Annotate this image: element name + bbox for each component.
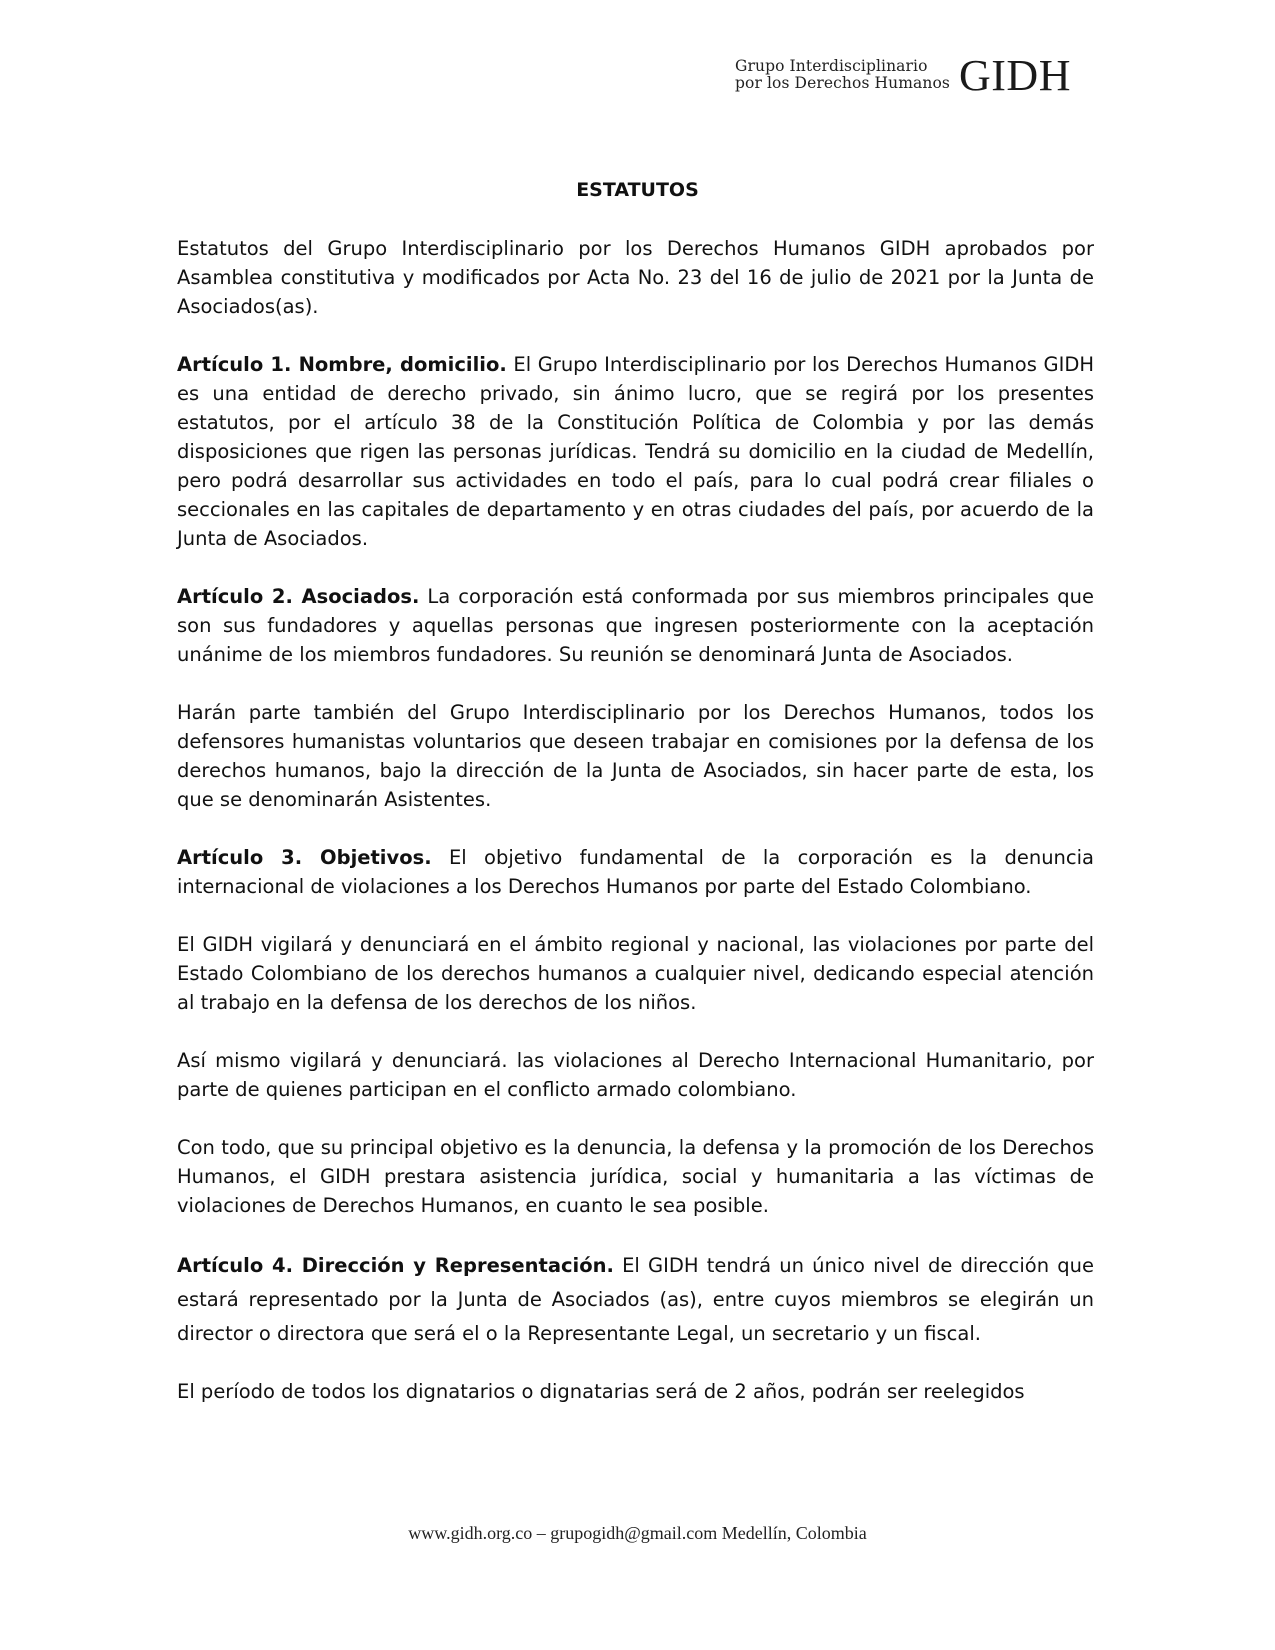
article-3-paragraph-2: El GIDH vigilará y denunciará en el ámbito regional y nacional, las violaciones por parte del Estado Colombiano de los derechos humanos a cualquier nivel, dedicando especial atención al trabajo en la defensa de los derechos de los niños. <box>177 933 1094 1014</box>
logo-mark: GIDH <box>959 51 1071 100</box>
article-3-text: El objetivo fundamental de la corporación es la denuncia internacional de violaciones a los Derechos Humanos por parte del Estado Colombiano. <box>177 846 1094 898</box>
article-4 <box>177 1249 1094 1351</box>
article-2-heading: Artículo 2. Asociados. <box>177 585 420 608</box>
document-title: ESTATUTOS <box>576 179 699 201</box>
logo-line-1: Grupo Interdisciplinario <box>735 57 928 75</box>
logo-line-2: por los Derechos Humanos <box>735 74 950 92</box>
article-4-paragraph-2: El período de todos los dignatarios o dignatarias será de 2 años, podrán ser reelegidos <box>177 1380 1025 1403</box>
article-1-heading: Artículo 1. Nombre, domicilio. <box>177 353 507 376</box>
intro-paragraph: Estatutos del Grupo Interdisciplinario por los Derechos Humanos GIDH aprobados por Asamblea constitutiva y modificados por Acta No. 23 del 16 de julio de 2021 por la Junta de Asociados(as). <box>177 237 1094 318</box>
logo-text <box>735 58 950 92</box>
article-3 <box>177 843 1094 901</box>
article-4-text: El GIDH tendrá un único nivel de dirección que estará representado por la Junta de Asociados (as), entre cuyos miembros se elegirán un director o directora que será el o la Representante Legal, un secretario y un fiscal. <box>177 1254 1094 1345</box>
article-1 <box>177 350 1094 553</box>
article-3-paragraph-4: Con todo, que su principal objetivo es la denuncia, la defensa y la promoción de los Derechos Humanos, el GIDH prestara asistencia jurídica, social y humanitaria a las víctimas de violaciones de Derechos Humanos, en cuanto le sea posible. <box>177 1136 1094 1217</box>
article-4-heading: Artículo 4. Dirección y Representación. <box>177 1254 614 1277</box>
document-body <box>177 234 1094 1435</box>
article-2 <box>177 582 1094 669</box>
article-3-heading: Artículo 3. Objetivos. <box>177 846 432 869</box>
page-footer: www.gidh.org.co – grupogidh@gmail.com Medellín, Colombia <box>408 1523 867 1543</box>
article-1-text: El Grupo Interdisciplinario por los Derechos Humanos GIDH es una entidad de derecho privado, sin ánimo lucro, que se regirá por los presentes estatutos, por el artículo 38 de la Constitución Política de Colombia y por las demás disposiciones que rigen las personas jurídicas. Tendrá su domicilio en la ciudad de Medellín, pero podrá desarrollar sus actividades en todo el país, para lo cual podrá crear filiales o seccionales en las capitales de departamento y en otras ciudades del país, por acuerdo de la Junta de Asociados. <box>177 353 1094 550</box>
article-2-paragraph-2: Harán parte también del Grupo Interdisciplinario por los Derechos Humanos, todos los defensores humanistas voluntarios que deseen trabajar en comisiones por la defensa de los derechos humanos, bajo la dirección de la Junta de Asociados, sin hacer parte de esta, los que se denominarán Asistentes. <box>177 701 1094 811</box>
article-3-paragraph-3: Así mismo vigilará y denunciará. las violaciones al Derecho Internacional Humanitario, por parte de quienes participan en el conflicto armado colombiano. <box>177 1049 1094 1101</box>
organization-logo <box>735 52 1095 102</box>
article-2-text: La corporación está conformada por sus miembros principales que son sus fundadores y aquellas personas que ingresen posteriormente con la aceptación unánime de los miembros fundadores. Su reunión se denominará Junta de Asociados. <box>177 585 1094 666</box>
